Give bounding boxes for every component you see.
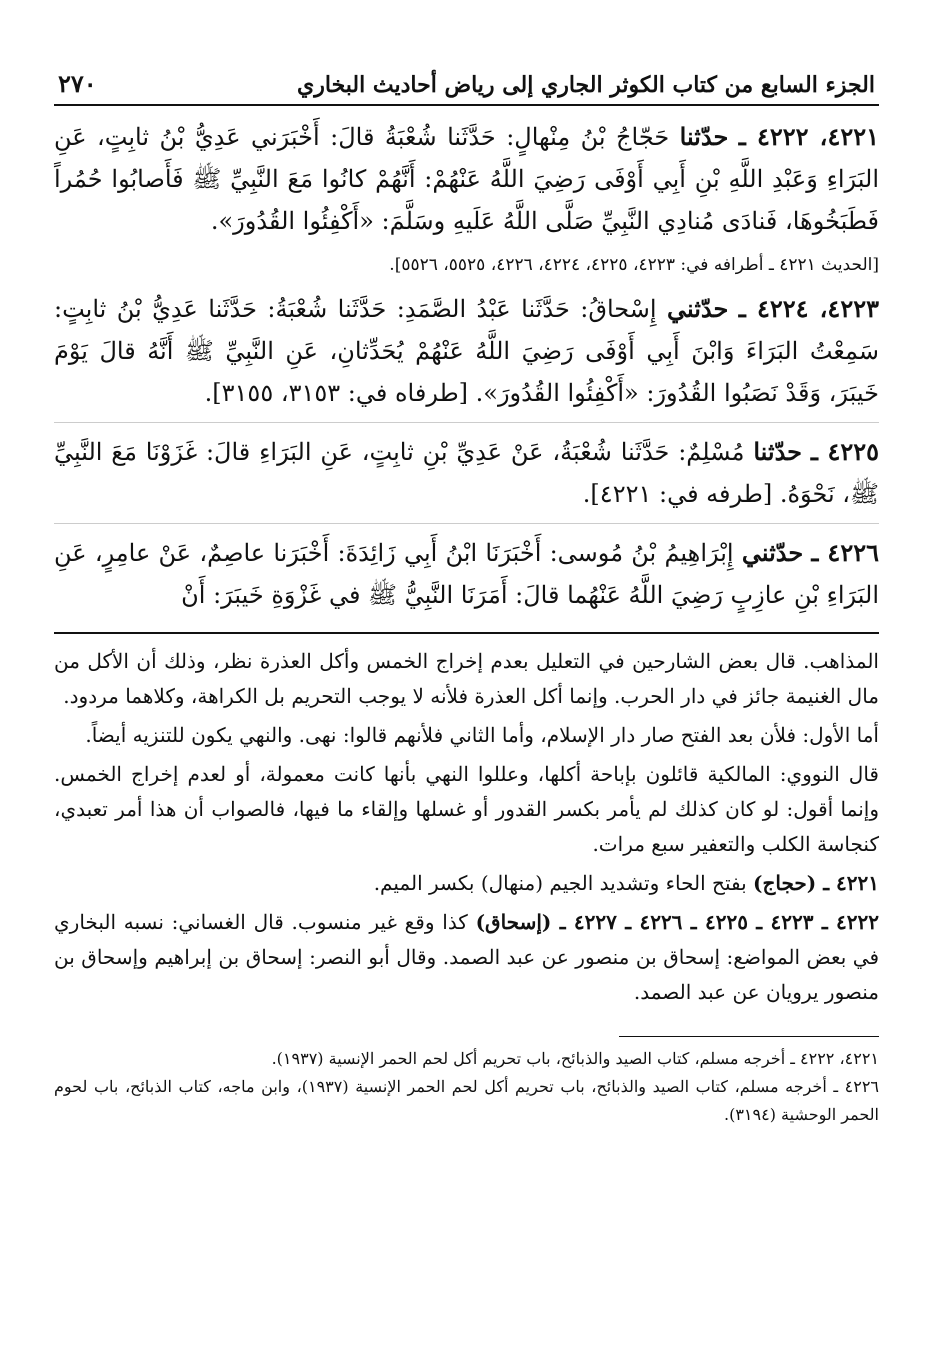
book-title: الجزء السابع من كتاب الكوثر الجاري إلى رياض أحاديث البخاري [297, 72, 875, 98]
narration-verb: حدّثني [741, 538, 804, 567]
narration-verb: حدّثنا [679, 122, 729, 151]
commentary-paragraph [54, 866, 879, 901]
hadith-number: ٤٢٢٦ ـ [811, 538, 879, 567]
commentary-text: كذا وقع غير منسوب. قال الغساني: نسبه البخاري في بعض المواضع: إسحاق بن منصور عن عبد الصمد. وقال أبو النصر: إسحاق بن إبراهيم وإسحاق بن منصور يرويان عن عبد الصمد. [54, 910, 879, 1004]
hadith-text: حَجّاجُ بْنُ مِنْهالٍ: حَدَّثَنا شُعْبَةُ قالَ: أَخْبَرَني عَدِيُّ بْنُ ثابِتٍ، عَنِ البَرَاءِ وَعَبْدِ اللَّهِ بْنِ أَبِي أَوْفَى رَضِيَ اللَّهُ عَنْهُمْ: أَنَّهُمْ كانُوا مَعَ النَّبِيِّ ﷺ فَأَصابُوا حُمُراً فَطَبَخُوهَا، فَنادَى مُنادِي النَّبِيِّ صَلَّى اللَّهُ عَلَيهِ وسَلَّمَ: «أَكْفِئُوا القُدُورَ». [54, 123, 879, 235]
hadith-4221 [54, 112, 879, 250]
hadith-4223 [54, 284, 879, 422]
commentary-paragraph [54, 644, 879, 714]
commentary-text: المذاهب. قال بعض الشارحين في التعليل بعدم إخراج الخمس وأكل العذرة نظر، وذلك أن الأكل من مال الغنيمة جائز في دار الحرب. وإنما أكل العذرة فلأنه لا يوجب التحريم بل الكراهة، وكلاهما مردود. [54, 649, 879, 708]
hadith-text: إِسْحاقُ: حَدَّثَنا عَبْدُ الصَّمَدِ: حَدَّثَنا شُعْبَةُ: حَدَّثَنا عَدِيُّ بْنُ ثابِتٍ: سَمِعْتُ البَرَاءَ وَابْنَ أَبِي أَوْفَى رَضِيَ اللَّهُ عَنْهُمْ يُحَدِّثانِ، عَنِ النَّبِيِّ ﷺ أَنَّهُ قالَ يَوْمَ خَيبَرَ، وَقَدْ نَصَبُوا القُدُورَ: «أَكْفِئُوا القُدُورَ». [طرفاه في: ٣١٥٣، ٣١٥٥]. [54, 295, 879, 407]
commentary-paragraph [54, 718, 879, 753]
hadith-4226 [54, 523, 879, 624]
commentary-text: بفتح الحاء وتشديد الجيم (منهال) بكسر الميم. [373, 871, 747, 895]
section-divider [54, 632, 879, 634]
narration-verb: حدّثنا [753, 437, 802, 466]
atraf-note: [الحديث ٤٢٢١ ـ أطرافه في: ٤٢٢٣، ٤٢٢٥، ٤٢٢٤، ٤٢٢٦، ٥٥٢٥، ٥٥٢٦]. [389, 255, 879, 275]
hadith-number: ٤٢٢٣، ٤٢٢٤ ـ [738, 294, 879, 323]
hadith-number: ٤٢٢٥ ـ [810, 437, 879, 466]
commentary-paragraph [54, 905, 879, 1010]
footnotes [54, 1036, 879, 1129]
hadith-section [54, 112, 879, 624]
commentary-text: قال النووي: المالكية قائلون بإباحة أكلها، وعللوا النهي بأنها كانت معمولة، أو لعدم إخراج الخمس. وإنما أقول: لو كان كذلك لم يأمر بكسر القدور أو غسلها وإلقاء ما فيها، فالصواب أن هذا أمر تعبدي، كنجاسة الكلب والتعفير سبع مرات. [54, 762, 879, 856]
hadith-4225 [54, 422, 879, 523]
commentary-paragraph [54, 757, 879, 862]
hadith-text: إِبْرَاهِيمُ بْنُ مُوسى: أَخْبَرَنَا ابْنُ أَبِي زَائِدَةَ: أَخْبَرَنا عاصِمٌ، عَنْ عامِرٍ، عَنِ البَرَاءِ بْنِ عازِبٍ رَضِيَ اللَّهُ عَنْهُما قالَ: أَمَرَنَا النَّبِيُّ ﷺ في غَزْوَةِ خَيبَرَ: أَنْ [54, 539, 879, 609]
commentary-lemma: ٤٢٢١ ـ (حجاج) [753, 871, 879, 895]
commentary-section [54, 644, 879, 1010]
page-number: ٢٧٠ [58, 69, 97, 98]
hadith-text: مُسْلِمٌ: حَدَّثَنا شُعْبَةُ، عَنْ عَدِيِّ بْنِ ثابِتٍ، عَنِ البَرَاءِ قالَ: غَزَوْنَا مَعَ النَّبِيِّ ﷺ، نَحْوَهُ. [طرفه في: ٤٢٢١]. [54, 438, 879, 508]
footnote: ٤٢٢١، ٤٢٢٢ ـ أخرجه مسلم، كتاب الصيد والذبائح، باب تحريم أكل لحم الحمر الإنسية (١٩٣٧). [271, 1049, 879, 1068]
running-header [54, 58, 879, 106]
narration-verb: حدّثني [666, 294, 729, 323]
footnote: ٤٢٢٦ ـ أخرجه مسلم، كتاب الصيد والذبائح، باب تحريم أكل لحم الحمر الإنسية (١٩٣٧)، وابن ماجه، كتاب الذبائح، باب لحوم الحمر الوحشية (٣١٩٤). [54, 1077, 880, 1124]
footnote-rule [619, 1036, 879, 1037]
commentary-lemma: ٤٢٢٢ ـ ٤٢٢٣ ـ ٤٢٢٥ ـ ٤٢٢٦ ـ ٤٢٢٧ ـ (إسحاق) [475, 910, 880, 934]
hadith-number: ٤٢٢١، ٤٢٢٢ ـ [738, 122, 879, 151]
book-page [54, 58, 879, 1129]
commentary-text: أما الأول: فلأن بعد الفتح صار دار الإسلام، وأما الثاني فلأنهم قالوا: نهى. والنهي يكون للتنزيه أيضاً. [85, 723, 879, 747]
